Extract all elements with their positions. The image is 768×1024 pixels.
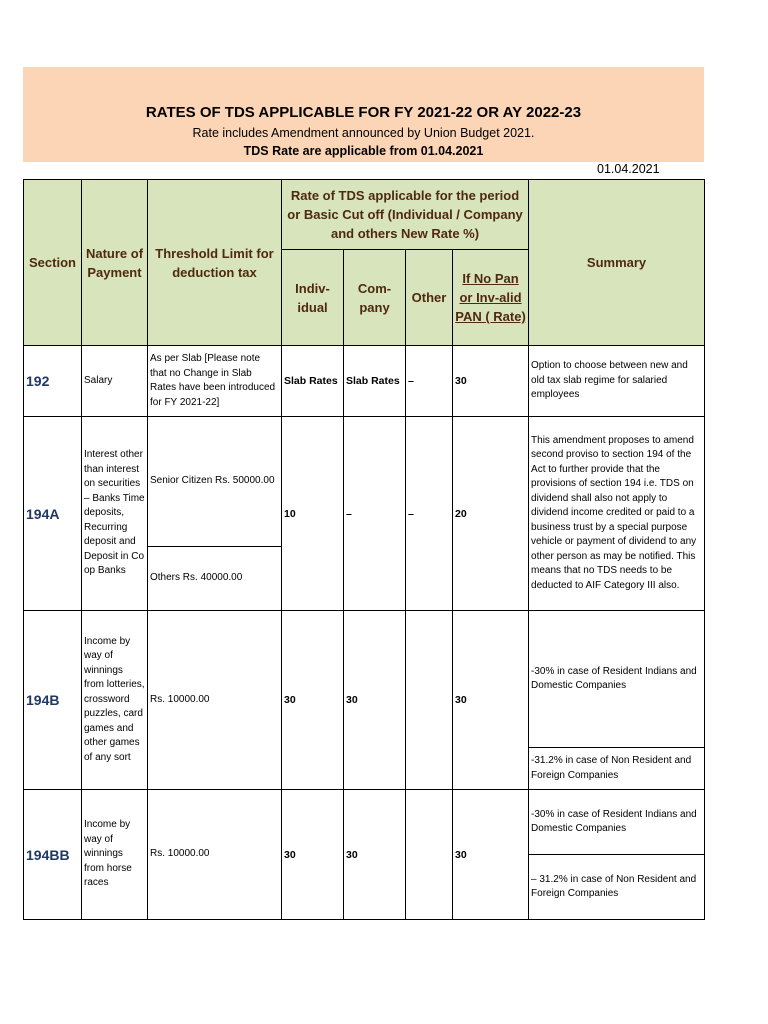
nature-of-payment: Interest other than interest on securities – Banks Time deposits, Recurring deposit and Deposit in Co op Banks: [82, 417, 148, 611]
summary-text: – 31.2% in case of Non Resident and Foreign Companies: [529, 855, 705, 920]
table-row: [24, 346, 705, 417]
header-rate-group: Rate of TDS applicable for the period or Basic Cut off (Individual / Company and others New Rate %): [282, 180, 529, 250]
section-code: 192: [24, 346, 82, 417]
threshold-limit: Senior Citizen Rs. 50000.00: [148, 417, 282, 547]
rate-company: 30: [344, 790, 406, 920]
summary-text: -31.2% in case of Non Resident and Foreign Companies: [529, 748, 705, 790]
summary-text: This amendment proposes to amend second proviso to section 194 of the Act to further provide that the provisions of section 194 i.e. TDS on dividend shall also not apply to dividend income credited or paid to a business trust by a special purpose vehicle or payment of dividend to any other person as may be notified. This means that no TDS needs to be deducted to AIF Category III also.: [529, 417, 705, 611]
threshold-limit: Rs. 10000.00: [148, 611, 282, 790]
threshold-limit: Others Rs. 40000.00: [148, 547, 282, 611]
rate-other: –: [406, 346, 453, 417]
rate-individual: 10: [282, 417, 344, 611]
table-row: [24, 417, 705, 547]
header-individual: Indiv-idual: [282, 250, 344, 346]
rate-other: [406, 611, 453, 790]
section-code: 194B: [24, 611, 82, 790]
nature-of-payment: Income by way of winnings from horse races: [82, 790, 148, 920]
rate-no-pan: 30: [453, 611, 529, 790]
table-row: [24, 790, 705, 855]
rate-company: –: [344, 417, 406, 611]
title-banner: [23, 67, 704, 162]
rate-individual: Slab Rates: [282, 346, 344, 417]
page-subtitle: Rate includes Amendment announced by Union Budget 2021.: [192, 126, 535, 140]
rate-company: 30: [344, 611, 406, 790]
header-other: Other: [406, 250, 453, 346]
header-company: Com-pany: [344, 250, 406, 346]
header-no-pan-label: If No Pan or Inv-alid PAN ( Rate): [455, 271, 526, 324]
threshold-limit: As per Slab [Please note that no Change in Slab Rates have been introduced for FY 2021-22]: [148, 346, 282, 417]
header-summary: Summary: [529, 180, 705, 346]
rate-no-pan: 30: [453, 790, 529, 920]
rate-no-pan: 30: [453, 346, 529, 417]
rate-other: –: [406, 417, 453, 611]
rate-company: Slab Rates: [344, 346, 406, 417]
threshold-limit: Rs. 10000.00: [148, 790, 282, 920]
rate-individual: 30: [282, 790, 344, 920]
summary-text: -30% in case of Resident Indians and Domestic Companies: [529, 611, 705, 748]
section-code: 194BB: [24, 790, 82, 920]
table-row: [24, 611, 705, 748]
tds-rates-table: [23, 179, 705, 920]
nature-of-payment: Income by way of winnings from lotteries, crossword puzzles, card games and other games of any sort: [82, 611, 148, 790]
header-no-pan: [453, 250, 529, 346]
effective-date: 01.04.2021: [597, 162, 660, 176]
page-title: RATES OF TDS APPLICABLE FOR FY 2021-22 OR AY 2022-23: [145, 104, 582, 121]
applicable-note: TDS Rate are applicable from 01.04.2021: [243, 144, 484, 158]
rate-individual: 30: [282, 611, 344, 790]
rate-other: [406, 790, 453, 920]
header-section: Section: [24, 180, 82, 346]
rate-no-pan: 20: [453, 417, 529, 611]
summary-text: -30% in case of Resident Indians and Domestic Companies: [529, 790, 705, 855]
header-nature-of-payment: Nature of Payment: [82, 180, 148, 346]
nature-of-payment: Salary: [82, 346, 148, 417]
section-code: 194A: [24, 417, 82, 611]
summary-text: Option to choose between new and old tax slab regime for salaried employees: [529, 346, 705, 417]
header-threshold: Threshold Limit for deduction tax: [148, 180, 282, 346]
